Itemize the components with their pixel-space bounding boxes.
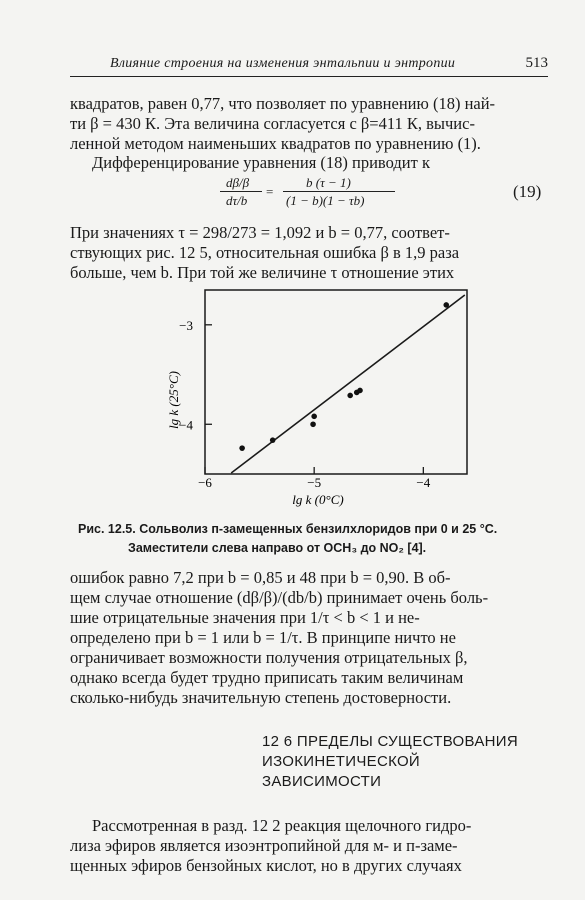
- data-point: [310, 421, 316, 427]
- body-line: однако всегда будет трудно приписать таким величинам: [70, 668, 464, 687]
- equation-rhs-denominator: (1 − b)(1 − τb): [286, 193, 365, 208]
- x-axis-label: lg k (0°C): [292, 492, 344, 507]
- y-axis-label: lg k (25°C): [166, 371, 181, 429]
- x-tick-label: −4: [416, 475, 431, 490]
- body-line: больше, чем b. При той же величине τ отношение этих: [70, 263, 455, 282]
- data-point: [347, 393, 353, 399]
- equation-equals: =: [266, 184, 274, 199]
- body-line: ошибок равно 7,2 при b = 0,85 и 48 при b = 0,90. В об-: [70, 568, 451, 587]
- x-tick-label: −6: [198, 475, 212, 490]
- body-line: щем случае отношение (dβ/β)/(db/b) принимает очень боль-: [70, 588, 489, 607]
- body-line: сколько-нибудь значительную степень достоверности.: [70, 688, 452, 707]
- equation-number: (19): [513, 182, 542, 201]
- body-line: ствующих рис. 12 5, относительная ошибка β в 1,9 раза: [70, 243, 460, 262]
- body-line: шие отрицательные значения при 1/τ < b < 1 и не-: [70, 608, 420, 627]
- fraction-bar: [220, 191, 262, 192]
- body-line: лиза эфиров является изоэнтропийной для м- и п-заме-: [70, 836, 458, 855]
- scatter-chart: [150, 280, 470, 510]
- data-point: [239, 445, 245, 451]
- body-line: квадратов, равен 0,77, что позволяет по уравнению (18) най-: [70, 94, 496, 113]
- page-number: 513: [525, 55, 548, 71]
- data-point: [357, 388, 363, 394]
- body-line: щенных эфиров бензойных кислот, но в других случаях: [70, 856, 462, 875]
- body-line: ленной методом наименьших квадратов по уравнению (1).: [70, 134, 481, 153]
- body-line: ограничивает возможности получения отрицательных β,: [70, 648, 468, 667]
- body-line: определено при b = 1 или b = 1/τ. В принципе ничто не: [70, 628, 456, 647]
- body-line: При значениях τ = 298/273 = 1,092 и b = 0,77, соответ-: [70, 223, 450, 242]
- y-tick-label: −4: [179, 417, 193, 433]
- fraction-bar: [283, 191, 395, 192]
- running-header: [70, 54, 548, 77]
- body-line: Дифференцирование уравнения (18) приводит к: [92, 153, 430, 172]
- equation-lhs-denominator: dτ/b: [226, 193, 248, 208]
- section-heading-line: ЗАВИСИМОСТИ: [262, 773, 382, 790]
- regression-line: [231, 295, 465, 473]
- running-title: Влияние строения на изменения энтальпии и энтропии: [110, 56, 456, 71]
- section-heading-line: ИЗОКИНЕТИЧЕСКОЙ: [262, 753, 420, 770]
- data-point: [270, 437, 276, 443]
- figure-caption-line: Заместители слева направо от OCH₃ до NO₂ [4].: [128, 541, 427, 555]
- equation-lhs-numerator: dβ/β: [226, 175, 250, 190]
- section-heading-line: 12 6 ПРЕДЕЛЫ СУЩЕСТВОВАНИЯ: [262, 733, 518, 750]
- data-point: [443, 302, 449, 308]
- figure-caption-line: Рис. 12.5. Сольволиз п-замещенных бензилхлоридов при 0 и 25 °С.: [78, 522, 498, 536]
- equation-rhs-numerator: b (τ − 1): [306, 175, 351, 190]
- y-tick-label: −3: [179, 317, 193, 333]
- body-line: ти β = 430 К. Эта величина согласуется с β=411 К, вычис-: [70, 114, 475, 133]
- x-tick-label: −5: [307, 475, 322, 490]
- body-line: Рассмотренная в разд. 12 2 реакция щелочного гидро-: [92, 816, 472, 835]
- data-point: [311, 414, 317, 420]
